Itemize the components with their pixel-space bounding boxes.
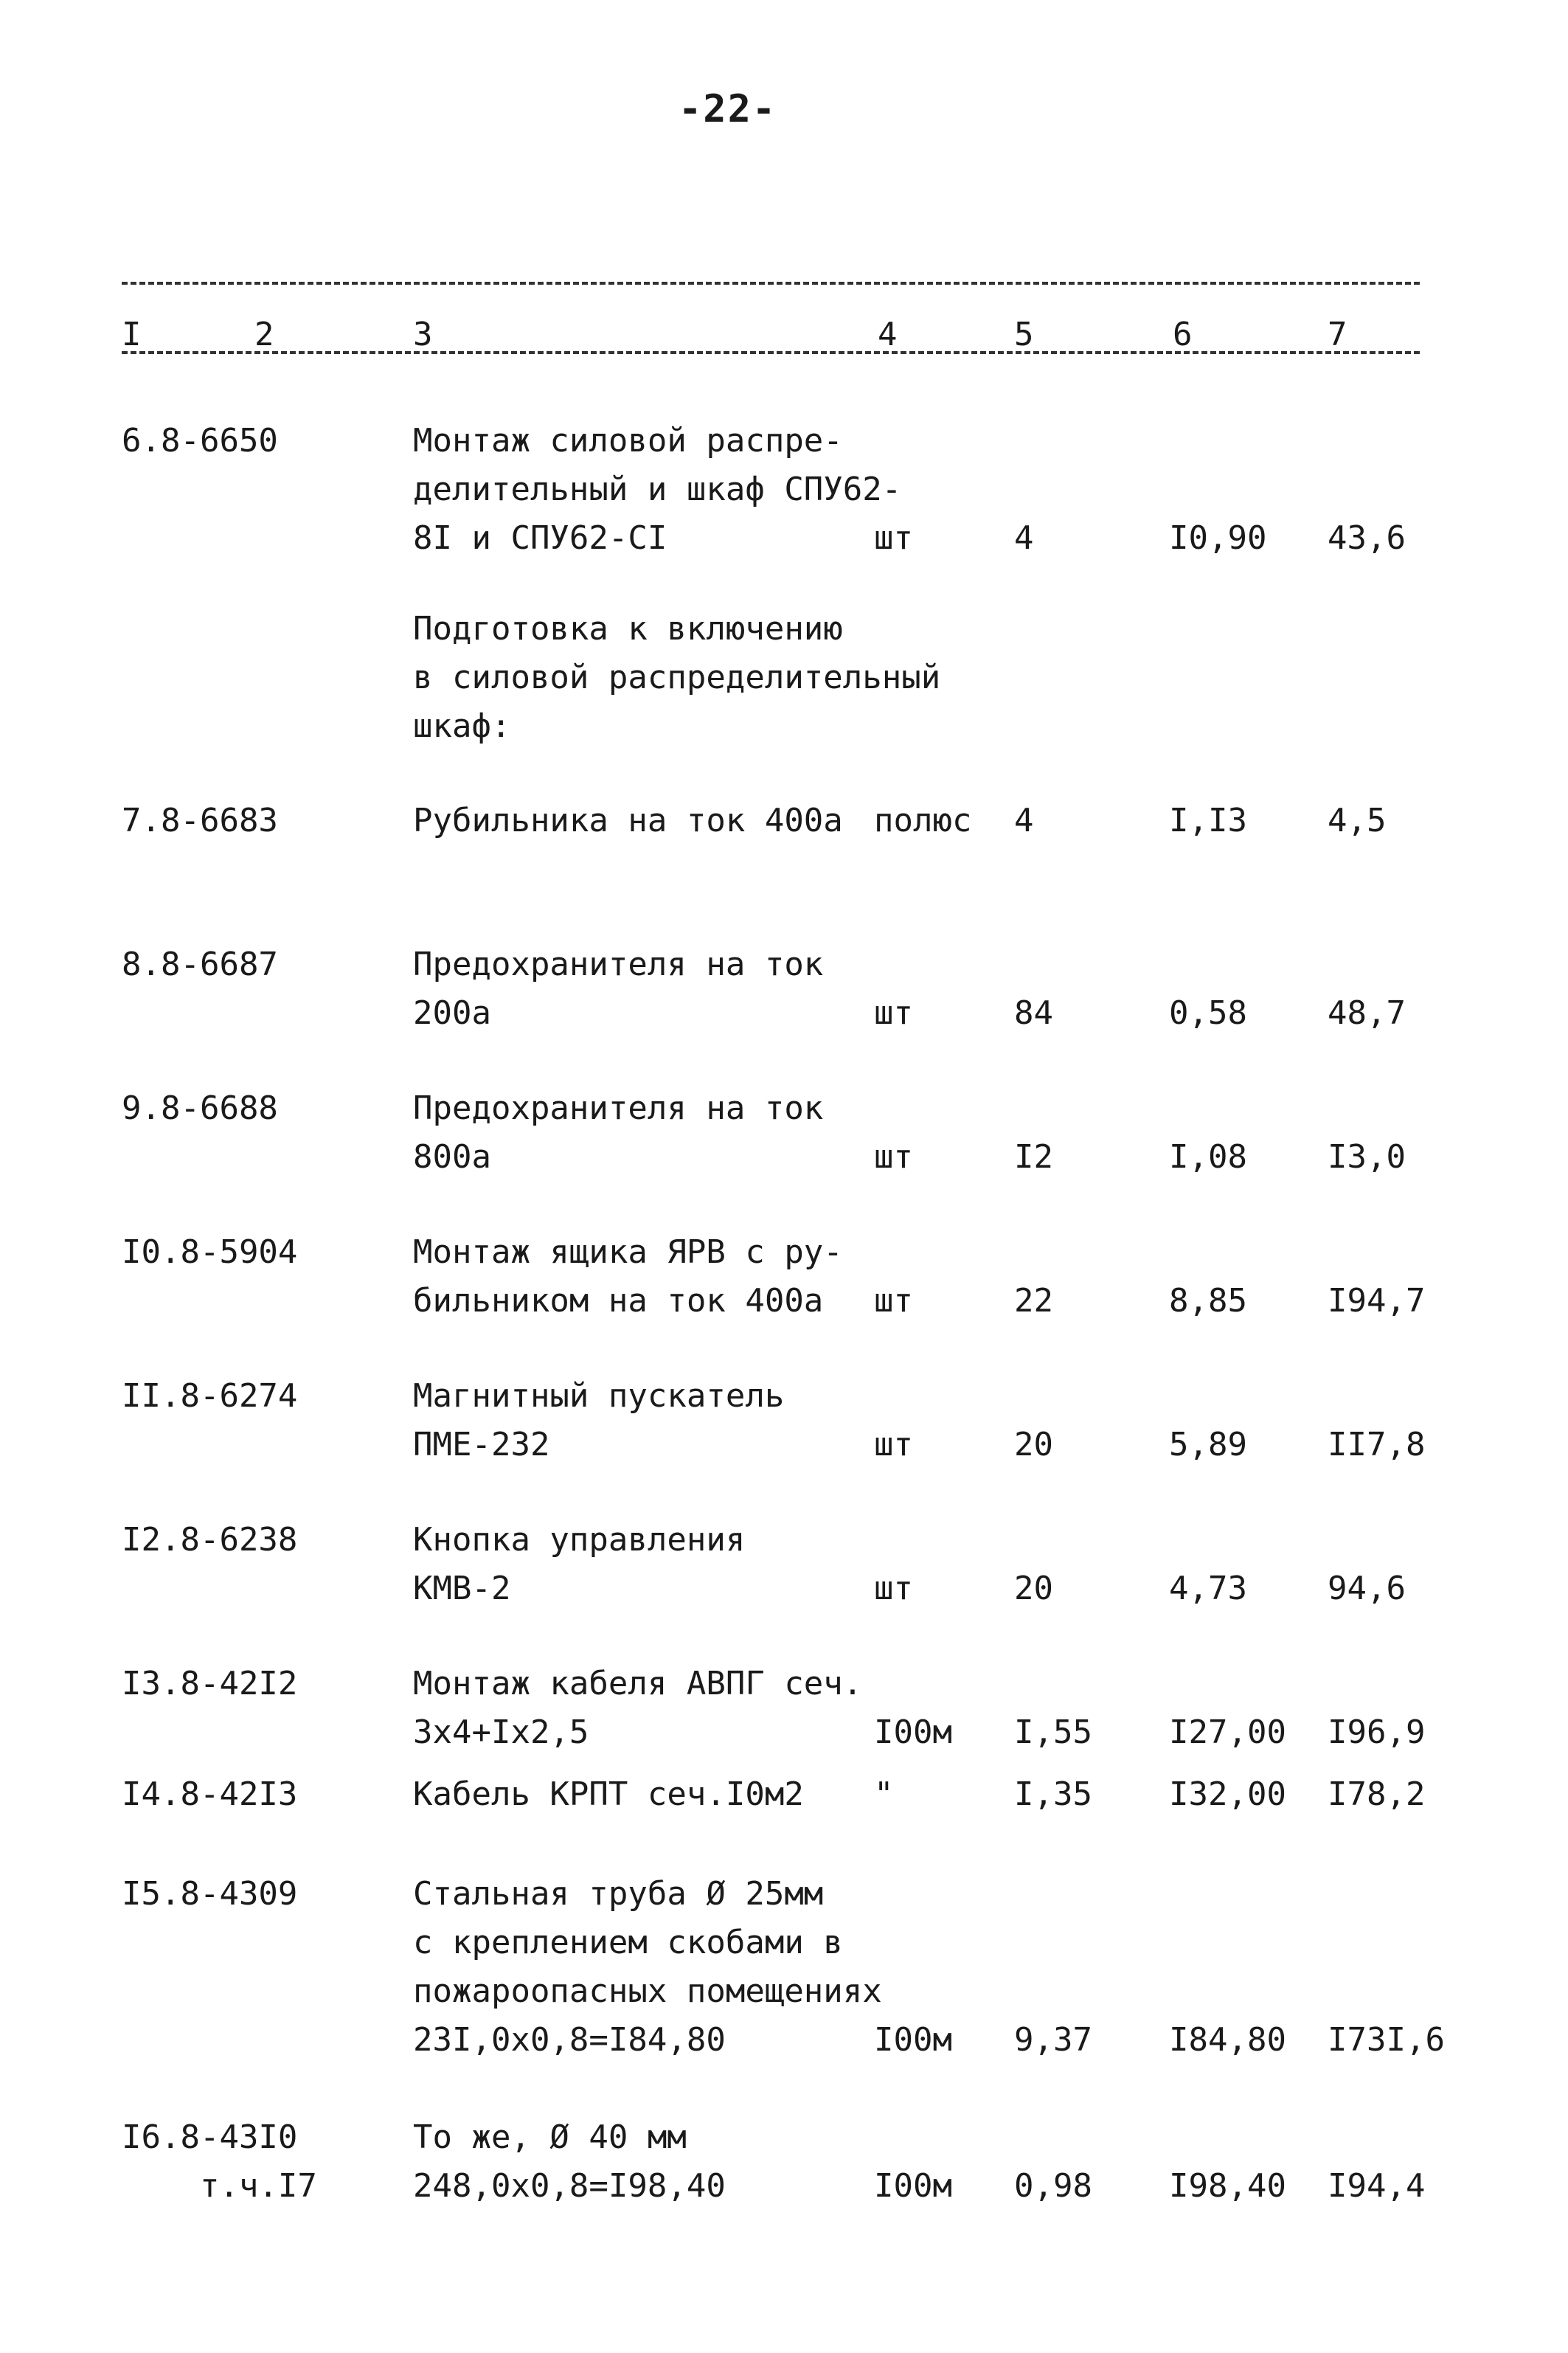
- item-code: 7.8-6683: [122, 802, 278, 839]
- item-code: 6.8-6650: [122, 422, 278, 460]
- item-code: I5.8-4309: [122, 1875, 298, 1913]
- item-unit: I00м: [874, 2167, 952, 2205]
- item-description-line: 248,0х0,8=I98,40: [413, 2167, 726, 2205]
- item-code: I0.8-5904: [122, 1233, 298, 1271]
- item-description-line: с креплением скобами в: [413, 1924, 843, 1961]
- item-description-line: 800а: [413, 1138, 491, 1176]
- item-total: I3,0: [1328, 1138, 1406, 1176]
- item-unit-price: 4,73: [1169, 1570, 1247, 1607]
- header-bottom-rule: [122, 351, 1420, 354]
- item-total: I78,2: [1328, 1775, 1426, 1813]
- item-description-line: 23I,0х0,8=I84,80: [413, 2021, 726, 2059]
- item-quantity: I,35: [1014, 1775, 1092, 1813]
- item-unit-price: I32,00: [1169, 1775, 1286, 1813]
- item-code: I6.8-43I0 т.ч.I7: [122, 2118, 317, 2205]
- item-unit-price: I,I3: [1169, 802, 1247, 839]
- item-unit-price: 8,85: [1169, 1282, 1247, 1320]
- item-unit: шт: [874, 1426, 913, 1463]
- item-quantity: 20: [1014, 1570, 1053, 1607]
- item-code: I4.8-42I3: [122, 1775, 298, 1813]
- item-quantity: 84: [1014, 994, 1053, 1032]
- item-quantity: I2: [1014, 1138, 1053, 1176]
- item-unit: шт: [874, 994, 913, 1032]
- item-quantity: 4: [1014, 519, 1034, 557]
- item-description-line: Монтаж ящика ЯРВ с ру-: [413, 1233, 843, 1271]
- item-description-line: Стальная труба Ø 25мм: [413, 1875, 824, 1913]
- item-description-line: шкаф:: [413, 707, 511, 745]
- item-total: 94,6: [1328, 1570, 1406, 1607]
- item-description-line: Предохранителя на ток: [413, 1089, 824, 1127]
- item-description-line: 200а: [413, 994, 491, 1032]
- column-header-4: 4: [878, 316, 898, 353]
- item-description-line: бильником на ток 400а: [413, 1282, 824, 1320]
- item-code: I3.8-42I2: [122, 1665, 298, 1702]
- item-code: I2.8-6238: [122, 1521, 298, 1559]
- page-number: -22-: [679, 87, 777, 131]
- item-description-line: Кнопка управления: [413, 1521, 746, 1559]
- item-total: I94,4: [1328, 2167, 1426, 2205]
- item-description-line: 8I и СПУ62-СI: [413, 519, 667, 557]
- item-unit-price: I,08: [1169, 1138, 1247, 1176]
- item-description-line: Подготовка к включению: [413, 610, 843, 648]
- item-unit-price: I0,90: [1169, 519, 1267, 557]
- column-header-2: 2: [254, 316, 274, 353]
- item-total: 4,5: [1328, 802, 1387, 839]
- item-total: II7,8: [1328, 1426, 1426, 1463]
- item-total: I94,7: [1328, 1282, 1426, 1320]
- column-header-6: 6: [1173, 316, 1193, 353]
- item-unit-price: I27,00: [1169, 1713, 1286, 1751]
- item-description-line: ПМЕ-232: [413, 1426, 550, 1463]
- item-description-line: Рубильника на ток 400а: [413, 802, 843, 839]
- item-description-line: То же, Ø 40 мм: [413, 2118, 687, 2156]
- item-unit: полюс: [874, 802, 972, 839]
- item-code: 8.8-6687: [122, 946, 278, 983]
- item-total: 43,6: [1328, 519, 1406, 557]
- column-header-3: 3: [413, 316, 433, 353]
- item-description-line: Магнитный пускатель: [413, 1377, 785, 1415]
- item-total: I96,9: [1328, 1713, 1426, 1751]
- item-unit-price: I84,80: [1169, 2021, 1286, 2059]
- column-header-5: 5: [1014, 316, 1034, 353]
- column-header-7: 7: [1328, 316, 1347, 353]
- table-top-rule: [122, 282, 1420, 285]
- column-header-1: I: [122, 316, 142, 353]
- item-unit: шт: [874, 1138, 913, 1176]
- item-description-line: Монтаж силовой распре-: [413, 422, 843, 460]
- item-code: 9.8-6688: [122, 1089, 278, 1127]
- item-total: I73I,6: [1328, 2021, 1445, 2059]
- item-unit: шт: [874, 1282, 913, 1320]
- item-description-line: в силовой распределительный: [413, 659, 941, 696]
- item-unit: I00м: [874, 2021, 952, 2059]
- item-description-line: КМВ-2: [413, 1570, 511, 1607]
- item-description-line: 3х4+Iх2,5: [413, 1713, 589, 1751]
- item-unit-price: 0,58: [1169, 994, 1247, 1032]
- item-unit-price: I98,40: [1169, 2167, 1286, 2205]
- item-quantity: 0,98: [1014, 2167, 1092, 2205]
- item-description-line: Предохранителя на ток: [413, 946, 824, 983]
- item-code: II.8-6274: [122, 1377, 298, 1415]
- item-description-line: Кабель КРПТ сеч.I0м2: [413, 1775, 804, 1813]
- item-unit: I00м: [874, 1713, 952, 1751]
- item-description-line: пожароопасных помещениях: [413, 1972, 882, 2010]
- item-quantity: 4: [1014, 802, 1034, 839]
- item-quantity: 20: [1014, 1426, 1053, 1463]
- item-quantity: 22: [1014, 1282, 1053, 1320]
- item-quantity: 9,37: [1014, 2021, 1092, 2059]
- item-description-line: Монтаж кабеля АВПГ сеч.: [413, 1665, 863, 1702]
- item-total: 48,7: [1328, 994, 1406, 1032]
- item-unit: ": [874, 1775, 894, 1813]
- item-unit: шт: [874, 519, 913, 557]
- item-unit-price: 5,89: [1169, 1426, 1247, 1463]
- item-unit: шт: [874, 1570, 913, 1607]
- item-description-line: делительный и шкаф СПУ62-: [413, 471, 902, 508]
- item-quantity: I,55: [1014, 1713, 1092, 1751]
